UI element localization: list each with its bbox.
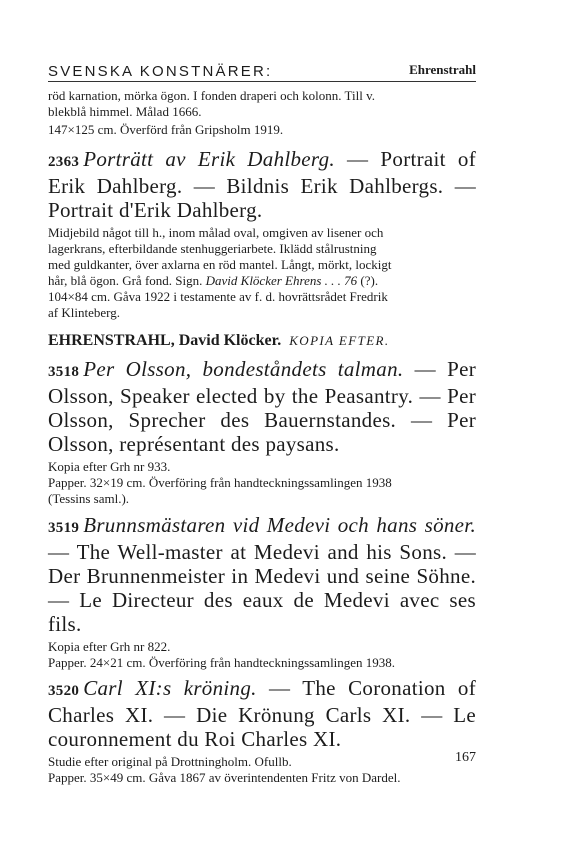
entry-title-swedish: Brunnsmästaren vid Medevi och hans söner.	[83, 513, 476, 537]
artist-heading	[48, 331, 476, 351]
entry-title-translations: — Portrait of Erik Dahlberg. — Bildnis Erik Dahlbergs. — Portrait d'Erik Dahlberg.	[48, 147, 476, 222]
page-content	[48, 88, 476, 786]
entry-title-swedish: Per Olsson, bondeståndets talman.	[83, 357, 404, 381]
description-line: Studie efter original på Drottningholm. Ofullb.	[48, 754, 292, 769]
description-line: Kopia efter Grh nr 933.	[48, 459, 171, 474]
dimensions-line: 147×125 cm. Överförd från Gripsholm 1919.	[48, 122, 284, 137]
catalog-entry-3520	[48, 676, 476, 786]
description-line: (Tessins saml.).	[48, 491, 130, 506]
entry-title-translations: — The Coronation of Charles XI. — Die Krönung Carls XI. — Le couronnement du Roi Charles XI.	[48, 676, 476, 751]
artist-name: EHRENSTRAHL, David Klöcker.	[48, 332, 282, 349]
entry-title	[48, 513, 476, 636]
description-line: lagerkrans, efterbildande stenhuggeriarbete. Iklädd stålrustning	[48, 241, 377, 256]
description-line: Kopia efter Grh nr 822.	[48, 639, 171, 654]
signature-text: David Klöcker Ehrens . . . 76	[205, 273, 358, 288]
entry-number: 2363	[48, 154, 80, 170]
entry-title-translations: — Per Olsson, Speaker elected by the Peasantry. — Per Olsson, Sprecher des Bauernstandes. — Per Olsson, représentant des paysans.	[48, 357, 476, 456]
description-text: (?).	[357, 273, 379, 288]
entry-number: 3518	[48, 364, 80, 380]
catalog-entry-3518	[48, 357, 476, 507]
description-line: Papper. 24×21 cm. Överföring från handteckningssamlingen 1938.	[48, 655, 396, 670]
description-line: 104×84 cm. Gåva 1922 i testamente av f. d. hovrättsrådet Fredrik	[48, 289, 388, 304]
description-line: med guldkanter, över axlarna en röd mantel. Långt, mörkt, lockigt	[48, 257, 392, 272]
catalog-entry-2363	[48, 147, 476, 321]
text-line: röd karnation, mörka ögon. I fonden draperi och kolonn. Till v.	[48, 88, 375, 103]
entry-title-swedish: Porträtt av Erik Dahlberg.	[83, 147, 335, 171]
description-text: hår, blå ögon. Grå fond. Sign.	[48, 273, 206, 288]
text-line: blekblå himmel. Målad 1666.	[48, 104, 202, 119]
description-line: Midjebild något till h., inom målad oval, omgiven av lisener och	[48, 225, 384, 240]
entry-number: 3520	[48, 683, 80, 699]
description-line: Papper. 32×19 cm. Överföring från handteckningssamlingen 1938	[48, 475, 392, 490]
description-line: Papper. 35×49 cm. Gåva 1867 av överintendenten Fritz von Dardel.	[48, 770, 401, 785]
entry-number: 3519	[48, 520, 80, 536]
catalog-entry-3519	[48, 513, 476, 671]
entry-title-translations: — The Well-master at Medevi and his Sons. — Der Brunnenmeister in Medevi und seine Söhne. — Le Directeur des eaux de Medevi avec ses fils.	[48, 540, 476, 636]
entry-title-swedish: Carl XI:s kröning.	[83, 676, 257, 700]
description-line	[48, 273, 476, 289]
description-line: af Klinteberg.	[48, 305, 120, 320]
section-title: SVENSKA KONSTNÄRER:	[48, 63, 273, 80]
continuation-text	[48, 88, 476, 138]
entry-title	[48, 357, 476, 456]
artist-note: KOPIA EFTER.	[289, 333, 390, 348]
entry-title	[48, 147, 476, 222]
page-number: 167	[455, 750, 476, 765]
running-head	[48, 62, 476, 82]
entry-title	[48, 676, 476, 751]
artist-running-title: Ehrenstrahl	[409, 62, 476, 77]
